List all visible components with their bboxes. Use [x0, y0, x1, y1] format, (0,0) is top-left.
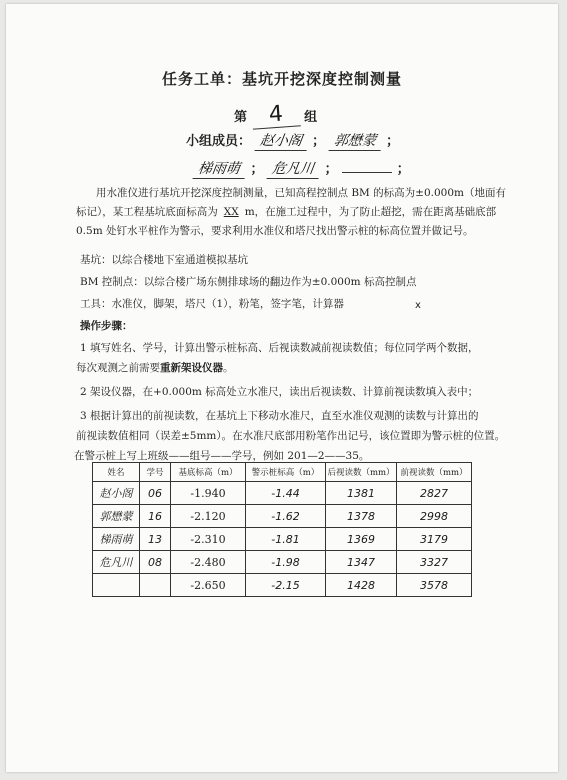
table-row — [93, 551, 472, 574]
cell-id: 08 — [140, 551, 171, 574]
step-1-text: 每次观测之前需要 — [76, 362, 160, 374]
cell-backsight: 1378 — [326, 505, 397, 528]
cell-foresight: 3179 — [397, 528, 472, 551]
worksheet-page — [6, 4, 558, 772]
member-name: 危凡川 — [267, 158, 322, 179]
table-row — [93, 505, 472, 528]
cell-backsight: 1347 — [326, 551, 397, 574]
members-label: 小组成员： — [186, 134, 252, 149]
header-backsight: 后视读数（mm） — [326, 463, 397, 482]
group-number-handwritten: 4 — [251, 100, 301, 129]
step-1-emphasis: 重新架设仪器 — [160, 362, 223, 374]
pit-elevation-blank: XX — [223, 206, 239, 218]
separator: ； — [324, 162, 338, 177]
step-1-line-b — [76, 360, 234, 375]
cell-backsight: 1369 — [326, 528, 397, 551]
intro-text-1: 用水准仪进行基坑开挖深度控制测量，已知高程控制点 BM 的标高为±0.000m（地面有标记），某工程基坑底面标高为 — [76, 187, 506, 218]
cell-id — [140, 574, 171, 597]
cell-base-elevation: -1.940 — [171, 482, 246, 505]
cell-foresight: 3578 — [397, 574, 472, 597]
cell-id: 13 — [140, 528, 171, 551]
page-title: 任务工单：基坑开挖深度控制测量 — [161, 70, 402, 88]
cell-stake-elevation: -1.81 — [246, 528, 326, 551]
cell-name: 郭懋蒙 — [93, 505, 140, 528]
cell-name: 危凡川 — [93, 551, 140, 574]
table-row — [93, 574, 472, 597]
cell-stake-elevation: -1.44 — [246, 482, 326, 505]
cell-stake-elevation: -1.98 — [246, 551, 326, 574]
cell-stake-elevation: -2.15 — [246, 574, 326, 597]
step-4-line: 在警示桩上写上班级——组号——学号，例如 201—2——35。 — [74, 450, 370, 462]
group-suffix: 组 — [304, 110, 318, 125]
table-header-row — [93, 463, 472, 482]
handwritten-mark: x — [415, 300, 421, 311]
step-3-line-a: 3 根据计算出的前视读数，在基坑上下移动水准尺，直至水准仪观测的读数与计算出的 — [80, 410, 479, 422]
member-name-blank — [342, 172, 392, 173]
cell-base-elevation: -2.480 — [171, 551, 246, 574]
step-1-line-a: 1 填写姓名、学号，计算出警示桩标高、后视读数减前视读数值；每位同学两个数据， — [80, 342, 479, 354]
cell-stake-elevation: -1.62 — [246, 505, 326, 528]
member-name: 赵小阁 — [254, 130, 309, 151]
cell-foresight: 3327 — [397, 551, 472, 574]
separator: ； — [386, 134, 400, 149]
table-row — [93, 482, 472, 505]
table-row — [93, 528, 472, 551]
bm-line: BM 控制点：以综合楼广场东侧排球场的翻边作为±0.000m 标高控制点 — [80, 276, 417, 288]
cell-backsight: 1381 — [326, 482, 397, 505]
steps-heading: 操作步骤： — [80, 320, 133, 332]
cell-base-elevation: -2.120 — [171, 505, 246, 528]
cell-backsight: 1428 — [326, 574, 397, 597]
cell-name: 赵小阁 — [93, 482, 140, 505]
group-number-line — [234, 102, 317, 128]
cell-foresight: 2998 — [397, 505, 472, 528]
header-id: 学号 — [140, 463, 171, 482]
cell-base-elevation: -2.310 — [171, 528, 246, 551]
header-foresight: 前视读数（mm） — [397, 463, 472, 482]
pit-line: 基坑：以综合楼地下室通道模拟基坑 — [80, 254, 248, 266]
header-name: 姓名 — [93, 463, 140, 482]
header-base-elevation: 基底标高（m） — [171, 463, 246, 482]
cell-id: 06 — [140, 482, 171, 505]
separator: ； — [250, 162, 264, 177]
header-stake-elevation: 警示桩标高（m） — [246, 463, 326, 482]
step-1-end: 。 — [223, 362, 234, 374]
member-name: 梯雨萌 — [193, 158, 248, 179]
members-line-1 — [186, 130, 399, 151]
separator: ； — [312, 134, 326, 149]
cell-name: 梯雨萌 — [93, 528, 140, 551]
member-name: 郭懋蒙 — [328, 130, 383, 151]
cell-name — [93, 574, 140, 597]
cell-id: 16 — [140, 505, 171, 528]
members-line-2 — [194, 158, 410, 179]
cell-base-elevation: -2.650 — [171, 574, 246, 597]
tools-line: 工具：水准仪，脚架，塔尺（1），粉笔，签字笔，计算器 — [80, 298, 344, 310]
intro-text-2: m，在施工过程中，为了防止超挖，需在距离基础底部 0.5m 处钉水平桩作为警示，要求利用水准仪和塔尺找出警示桩的标高位置并做记号。 — [76, 206, 497, 237]
group-prefix: 第 — [234, 110, 248, 125]
separator: ； — [396, 162, 410, 177]
measurement-table — [92, 462, 472, 597]
cell-foresight: 2827 — [397, 482, 472, 505]
step-2-line: 2 架设仪器，在+0.000m 标高处立水准尺，读出后视读数、计算前视读数填入表中； — [80, 386, 479, 398]
intro-paragraph — [76, 184, 516, 241]
step-3-line-b: 前视读数值相同（误差±5mm）。在水准尺底部用粉笔作出记号，该位置即为警示桩的位置。 — [76, 430, 506, 442]
